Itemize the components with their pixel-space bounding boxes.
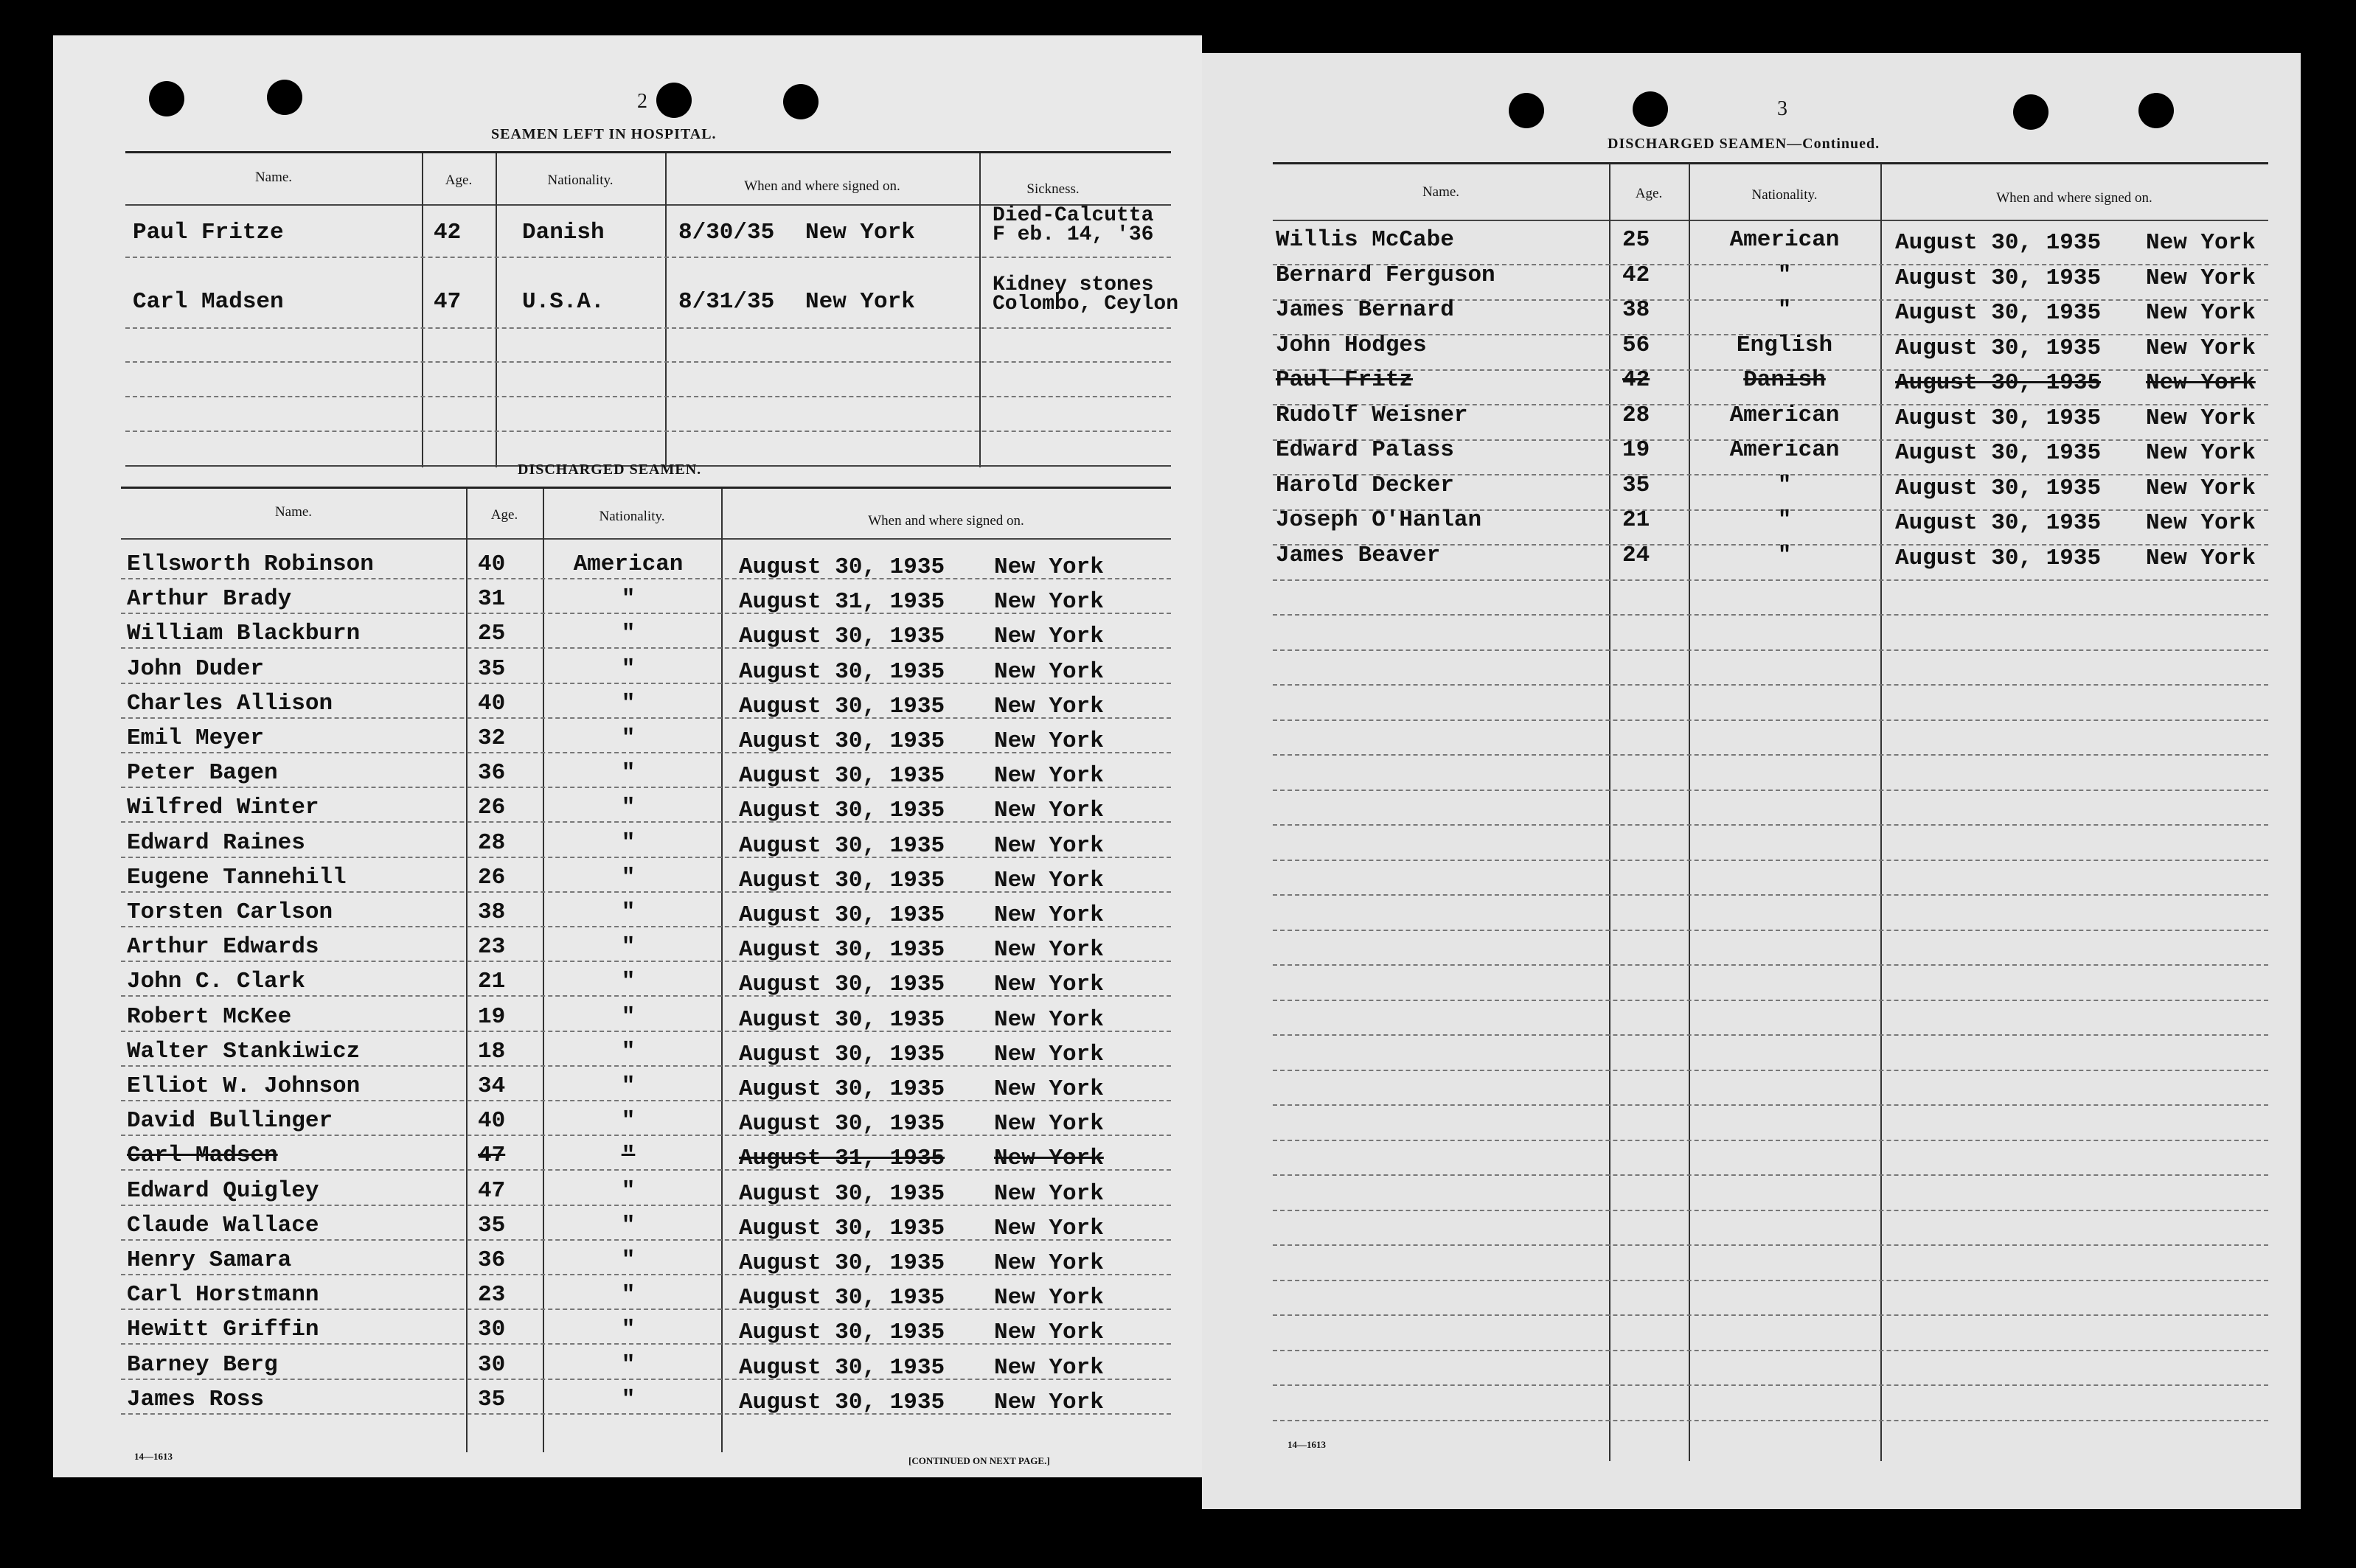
seaman-name: Robert McKee	[127, 1004, 292, 1030]
seaman-age: 36	[478, 760, 506, 786]
punch-hole	[656, 83, 692, 118]
seaman-age: 42	[434, 220, 462, 245]
seaman-name: Carl Madsen	[127, 1143, 278, 1168]
seaman-age: 40	[478, 551, 506, 577]
seaman-age: 23	[478, 934, 506, 960]
column-header-signed-on: When and where signed on.	[868, 513, 1024, 529]
column-header-age: Age.	[1635, 186, 1663, 201]
signed-on-date: August 30, 1935	[739, 694, 945, 719]
column-header-age: Age.	[490, 507, 518, 523]
seaman-name: Walter Stankiwicz	[127, 1039, 361, 1065]
seaman-age: 30	[478, 1352, 506, 1378]
seaman-nationality: Danish	[1743, 367, 1826, 393]
signed-on-date: August 30, 1935	[739, 798, 945, 823]
sickness-note: Died-Calcutta F eb. 14, '36	[993, 204, 1154, 246]
row-rule	[1273, 1420, 2268, 1421]
signed-on-date: August 30, 1935	[739, 1181, 945, 1207]
signed-on-date: 8/30/35	[678, 220, 775, 245]
signed-on-date: August 30, 1935	[739, 1285, 945, 1311]
seaman-age: 18	[478, 1039, 506, 1065]
signed-on-date: August 30, 1935	[1895, 405, 2102, 431]
signed-on-place: New York	[994, 902, 1104, 928]
seaman-age: 42	[1622, 262, 1650, 288]
seaman-nationality: American	[573, 551, 684, 577]
signed-on-date: August 30, 1935	[739, 1390, 945, 1415]
signed-on-date: August 30, 1935	[739, 937, 945, 963]
row-rule	[1273, 614, 2268, 616]
row-rule	[1273, 894, 2268, 896]
continued-note: [CONTINUED ON NEXT PAGE.]	[908, 1455, 1050, 1466]
column-header-signed-on: When and where signed on.	[744, 178, 900, 194]
page-number: 2	[637, 90, 647, 113]
signed-on-date: August 30, 1935	[739, 1355, 945, 1381]
seaman-nationality: "	[621, 1178, 636, 1204]
rule	[121, 487, 1171, 489]
row-rule	[1273, 1174, 2268, 1176]
column-divider	[496, 153, 497, 467]
seaman-age: 34	[478, 1073, 506, 1099]
seaman-age: 21	[1622, 507, 1650, 533]
seaman-age: 32	[478, 725, 506, 751]
seaman-nationality: "	[621, 1352, 636, 1378]
signed-on-place: New York	[2146, 405, 2256, 431]
column-header-age: Age.	[445, 173, 473, 188]
seaman-name: James Ross	[127, 1387, 265, 1412]
signed-on-date: August 30, 1935	[739, 1216, 945, 1241]
seaman-age: 31	[478, 586, 506, 612]
column-divider	[422, 153, 423, 467]
seaman-age: 30	[478, 1317, 506, 1342]
seaman-nationality: "	[621, 1143, 636, 1168]
column-header-nationality: Nationality.	[1751, 187, 1818, 203]
seaman-age: 47	[478, 1178, 506, 1204]
seaman-nationality: "	[1777, 473, 1792, 498]
seaman-name: John C. Clark	[127, 969, 305, 994]
signed-on-place: New York	[994, 833, 1104, 859]
form-number: 14—1613	[134, 1451, 173, 1462]
signed-on-date: August 30, 1935	[739, 833, 945, 859]
signed-on-place: New York	[2146, 546, 2256, 571]
row-rule	[1273, 964, 2268, 966]
seaman-name: Paul Fritz	[1276, 367, 1414, 393]
seaman-age: 25	[478, 621, 506, 647]
seaman-name: Willis McCabe	[1276, 227, 1454, 253]
seaman-name: Eugene Tannehill	[127, 865, 347, 891]
signed-on-date: August 30, 1935	[1895, 546, 2102, 571]
row-rule	[1273, 1314, 2268, 1316]
seaman-nationality: "	[621, 586, 636, 612]
seaman-age: 47	[478, 1143, 506, 1168]
seaman-age: 28	[1622, 403, 1650, 428]
row-rule	[125, 327, 1171, 329]
seaman-name: Henry Samara	[127, 1247, 292, 1273]
column-divider	[979, 153, 981, 467]
seaman-nationality: "	[621, 656, 636, 682]
seaman-nationality: "	[1777, 297, 1792, 323]
column-header-name: Name.	[254, 170, 293, 185]
column-header-name: Name.	[1422, 184, 1460, 200]
row-rule	[1273, 1070, 2268, 1071]
seaman-age: 35	[478, 656, 506, 682]
seaman-nationality: "	[621, 1213, 636, 1238]
punch-hole	[1633, 91, 1668, 127]
seaman-nationality: "	[621, 725, 636, 751]
column-divider	[1880, 164, 1882, 1461]
column-header-name: Name.	[274, 504, 313, 520]
row-rule	[1273, 790, 2268, 791]
signed-on-place: New York	[2146, 370, 2256, 396]
seaman-name: Elliot W. Johnson	[127, 1073, 361, 1099]
seaman-name: David Bullinger	[127, 1108, 333, 1134]
signed-on-date: August 30, 1935	[739, 868, 945, 893]
seaman-nationality: "	[621, 760, 636, 786]
seaman-name: William Blackburn	[127, 621, 361, 647]
seaman-age: 56	[1622, 332, 1650, 358]
seaman-name: Bernard Ferguson	[1276, 262, 1495, 288]
discharged-section-title: DISCHARGED SEAMEN.	[518, 461, 702, 478]
seaman-age: 23	[478, 1282, 506, 1308]
signed-on-date: August 31, 1935	[739, 1146, 945, 1171]
seaman-age: 40	[478, 691, 506, 717]
seaman-name: Carl Horstmann	[127, 1282, 319, 1308]
column-header-nationality: Nationality.	[599, 509, 665, 524]
seaman-nationality: "	[621, 830, 636, 856]
signed-on-place: New York	[994, 798, 1104, 823]
signed-on-date: August 31, 1935	[739, 589, 945, 615]
rule	[1273, 220, 2268, 221]
signed-on-place: New York	[994, 1320, 1104, 1345]
sickness-note: Kidney stones Colombo, Ceylon	[993, 273, 1179, 316]
column-divider	[721, 489, 723, 1452]
signed-on-place: New York	[2146, 300, 2256, 326]
seaman-name: Carl Madsen	[133, 289, 284, 315]
row-rule	[1273, 824, 2268, 826]
seaman-nationality: "	[621, 1004, 636, 1030]
signed-on-date: August 30, 1935	[739, 902, 945, 928]
signed-on-place: New York	[2146, 440, 2256, 466]
seaman-age: 40	[478, 1108, 506, 1134]
row-rule	[1273, 649, 2268, 651]
signed-on-date: August 30, 1935	[739, 554, 945, 580]
column-header-sickness: Sickness.	[1026, 181, 1080, 197]
seaman-nationality: "	[621, 795, 636, 820]
column-divider	[1609, 164, 1610, 1461]
signed-on-place: New York	[994, 1181, 1104, 1207]
seaman-name: Paul Fritze	[133, 220, 284, 245]
signed-on-place: New York	[994, 1250, 1104, 1276]
signed-on-place: New York	[994, 624, 1104, 649]
seaman-name: Claude Wallace	[127, 1213, 319, 1238]
signed-on-date: August 30, 1935	[739, 972, 945, 997]
seaman-nationality: "	[621, 691, 636, 717]
seaman-name: Arthur Edwards	[127, 934, 319, 960]
hospital-section-title: SEAMEN LEFT IN HOSPITAL.	[491, 126, 717, 142]
signed-on-place: New York	[2146, 510, 2256, 536]
row-rule	[1273, 930, 2268, 931]
seaman-nationality: "	[1777, 543, 1792, 568]
signed-on-date: August 30, 1935	[1895, 230, 2102, 256]
signed-on-place: New York	[994, 589, 1104, 615]
signed-on-place: New York	[805, 289, 915, 315]
seaman-name: Edward Palass	[1276, 437, 1454, 463]
row-rule	[1273, 1210, 2268, 1211]
signed-on-place: New York	[994, 1042, 1104, 1067]
signed-on-place: New York	[994, 868, 1104, 893]
signed-on-date: August 30, 1935	[739, 1111, 945, 1137]
seaman-age: 35	[478, 1387, 506, 1412]
punch-hole	[149, 81, 184, 116]
seaman-age: 28	[478, 830, 506, 856]
row-rule	[1273, 684, 2268, 686]
seaman-age: 19	[478, 1004, 506, 1030]
section-title: DISCHARGED SEAMEN—Continued.	[1608, 136, 1880, 152]
signed-on-place: New York	[994, 659, 1104, 685]
signed-on-place: New York	[994, 1007, 1104, 1033]
row-rule	[1273, 1350, 2268, 1351]
seaman-name: Joseph O'Hanlan	[1276, 507, 1482, 533]
row-rule	[125, 431, 1171, 432]
seaman-name: Edward Quigley	[127, 1178, 319, 1204]
row-rule	[125, 396, 1171, 397]
seaman-nationality: "	[1777, 507, 1792, 533]
column-header-nationality: Nationality.	[547, 173, 614, 188]
signed-on-date: August 30, 1935	[1895, 475, 2102, 501]
seaman-name: Emil Meyer	[127, 725, 265, 751]
seaman-nationality: American	[1729, 437, 1840, 463]
row-rule	[1273, 1104, 2268, 1106]
signed-on-place: New York	[994, 554, 1104, 580]
seaman-nationality: American	[1729, 403, 1840, 428]
signed-on-place: New York	[994, 1355, 1104, 1381]
signed-on-place: New York	[2146, 230, 2256, 256]
right-page	[1202, 53, 2301, 1509]
seaman-age: 25	[1622, 227, 1650, 253]
row-rule	[125, 257, 1171, 258]
signed-on-place: New York	[994, 972, 1104, 997]
signed-on-date: August 30, 1935	[1895, 265, 2102, 291]
row-rule	[1273, 860, 2268, 861]
signed-on-date: August 30, 1935	[739, 1042, 945, 1067]
column-divider	[1689, 164, 1690, 1461]
seaman-name: Wilfred Winter	[127, 795, 319, 820]
column-header-signed-on: When and where signed on.	[1996, 190, 2152, 206]
signed-on-place: New York	[994, 937, 1104, 963]
signed-on-date: August 30, 1935	[1895, 335, 2102, 361]
seaman-name: Hewitt Griffin	[127, 1317, 319, 1342]
seaman-name: Barney Berg	[127, 1352, 278, 1378]
row-rule	[1273, 1384, 2268, 1386]
seaman-nationality: "	[621, 1282, 636, 1308]
seaman-age: 26	[478, 865, 506, 891]
seaman-age: 26	[478, 795, 506, 820]
seaman-age: 21	[478, 969, 506, 994]
seaman-nationality: U.S.A.	[522, 289, 605, 315]
signed-on-date: August 30, 1935	[739, 1250, 945, 1276]
signed-on-place: New York	[2146, 475, 2256, 501]
seaman-nationality: "	[621, 1073, 636, 1099]
signed-on-date: August 30, 1935	[739, 763, 945, 789]
signed-on-place: New York	[994, 1285, 1104, 1311]
row-rule	[1273, 754, 2268, 756]
seaman-age: 35	[478, 1213, 506, 1238]
seaman-nationality: Danish	[522, 220, 605, 245]
signed-on-place: New York	[994, 694, 1104, 719]
signed-on-date: August 30, 1935	[1895, 510, 2102, 536]
seaman-nationality: "	[1777, 262, 1792, 288]
seaman-nationality: "	[621, 865, 636, 891]
signed-on-date: August 30, 1935	[739, 1007, 945, 1033]
column-divider	[665, 153, 667, 467]
seaman-nationality: American	[1729, 227, 1840, 253]
seaman-age: 19	[1622, 437, 1650, 463]
signed-on-place: New York	[994, 1111, 1104, 1137]
row-rule	[1273, 1244, 2268, 1246]
form-number: 14—1613	[1288, 1439, 1326, 1450]
row-rule	[1273, 1280, 2268, 1281]
left-page	[53, 35, 1202, 1477]
punch-hole	[267, 80, 302, 115]
signed-on-place: New York	[994, 728, 1104, 754]
row-rule	[125, 361, 1171, 363]
signed-on-place: New York	[805, 220, 915, 245]
punch-hole	[1509, 93, 1544, 128]
seaman-name: Arthur Brady	[127, 586, 292, 612]
punch-hole	[2013, 94, 2049, 130]
seaman-age: 24	[1622, 543, 1650, 568]
signed-on-place: New York	[2146, 335, 2256, 361]
seaman-age: 35	[1622, 473, 1650, 498]
signed-on-place: New York	[994, 763, 1104, 789]
signed-on-date: August 30, 1935	[739, 728, 945, 754]
row-rule	[1273, 719, 2268, 721]
signed-on-place: New York	[994, 1390, 1104, 1415]
rule	[125, 151, 1171, 153]
rule	[1273, 162, 2268, 164]
punch-hole	[783, 84, 819, 119]
seaman-age: 42	[1622, 367, 1650, 393]
seaman-nationality: "	[621, 621, 636, 647]
rule	[121, 538, 1171, 540]
row-rule	[1273, 1034, 2268, 1036]
seaman-name: Edward Raines	[127, 830, 305, 856]
seaman-name: John Duder	[127, 656, 265, 682]
seaman-name: Peter Bagen	[127, 760, 278, 786]
seaman-nationality: "	[621, 1317, 636, 1342]
signed-on-date: August 30, 1935	[1895, 300, 2102, 326]
seaman-name: James Beaver	[1276, 543, 1441, 568]
seaman-name: Torsten Carlson	[127, 899, 333, 925]
seaman-age: 38	[478, 899, 506, 925]
column-divider	[466, 489, 468, 1452]
seaman-nationality: "	[621, 1108, 636, 1134]
seaman-nationality: "	[621, 1387, 636, 1412]
seaman-name: Harold Decker	[1276, 473, 1454, 498]
punch-hole	[2138, 93, 2174, 128]
seaman-nationality: English	[1736, 332, 1833, 358]
seaman-age: 38	[1622, 297, 1650, 323]
signed-on-place: New York	[2146, 265, 2256, 291]
seaman-nationality: "	[621, 899, 636, 925]
seaman-age: 36	[478, 1247, 506, 1273]
seaman-name: Ellsworth Robinson	[127, 551, 374, 577]
seaman-nationality: "	[621, 969, 636, 994]
signed-on-date: August 30, 1935	[739, 659, 945, 685]
signed-on-date: August 30, 1935	[739, 1320, 945, 1345]
signed-on-date: August 30, 1935	[739, 624, 945, 649]
seaman-name: James Bernard	[1276, 297, 1454, 323]
seaman-name: Rudolf Weisner	[1276, 403, 1468, 428]
signed-on-place: New York	[994, 1146, 1104, 1171]
seaman-name: John Hodges	[1276, 332, 1427, 358]
signed-on-place: New York	[994, 1076, 1104, 1102]
signed-on-date: 8/31/35	[678, 289, 775, 315]
signed-on-date: August 30, 1935	[739, 1076, 945, 1102]
signed-on-date: August 30, 1935	[1895, 440, 2102, 466]
seaman-age: 47	[434, 289, 462, 315]
row-rule	[1273, 1000, 2268, 1001]
signed-on-date: August 30, 1935	[1895, 370, 2102, 396]
signed-on-place: New York	[994, 1216, 1104, 1241]
page-number: 3	[1777, 97, 1787, 120]
column-divider	[543, 489, 544, 1452]
seaman-nationality: "	[621, 1247, 636, 1273]
seaman-name: Charles Allison	[127, 691, 333, 717]
row-rule	[1273, 1140, 2268, 1141]
seaman-nationality: "	[621, 1039, 636, 1065]
seaman-nationality: "	[621, 934, 636, 960]
row-rule	[1273, 579, 2268, 581]
